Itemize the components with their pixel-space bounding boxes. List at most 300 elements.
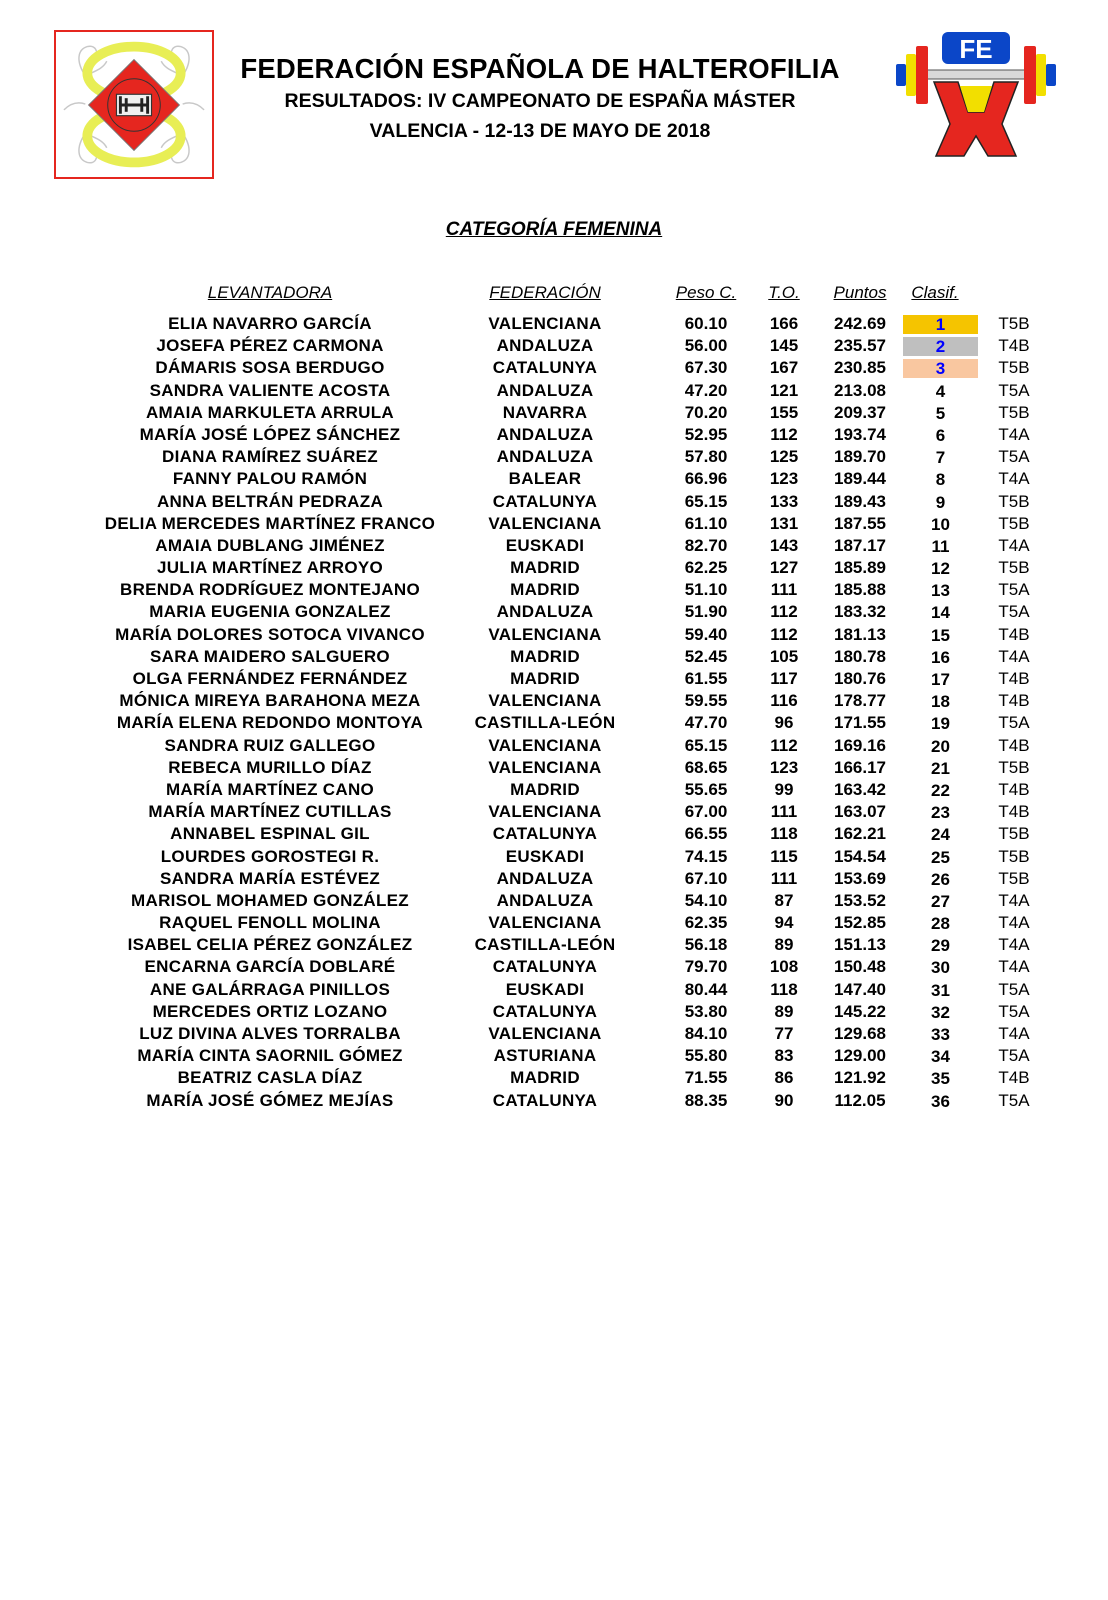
body-weight: 55.65 (684, 779, 728, 799)
weightlifter-emblem-icon (56, 32, 212, 177)
table-row (0, 735, 1108, 757)
table-row (0, 690, 1108, 712)
table-row (0, 424, 1108, 446)
age-category: T4B (998, 669, 1030, 688)
table-row (0, 956, 1108, 978)
athlete-name: DIANA RAMÍREZ SUÁREZ (162, 447, 378, 467)
athlete-name: ISABEL CELIA PÉREZ GONZÁLEZ (127, 935, 413, 955)
federation: VALENCIANA (488, 691, 602, 711)
table-row (0, 313, 1108, 335)
table-row (0, 402, 1108, 424)
rank: 17 (931, 670, 950, 689)
table-row (0, 846, 1108, 868)
athlete-name: BRENDA RODRÍGUEZ MONTEJANO (120, 580, 420, 600)
age-category: T5B (998, 558, 1030, 578)
medal-rank-badge: 2 (903, 337, 978, 356)
federation: VALENCIANA (488, 624, 602, 644)
points: 152.85 (834, 913, 886, 933)
body-weight: 71.55 (684, 1068, 728, 1088)
athlete-name: SANDRA RUIZ GALLEGO (164, 735, 376, 755)
rank: 32 (931, 1002, 950, 1022)
points: 112.05 (834, 1090, 886, 1110)
federation: CATALUNYA (492, 824, 598, 844)
age-category: T5A (998, 602, 1030, 622)
body-weight: 61.55 (684, 669, 728, 688)
results-subtitle: RESULTADOS: IV CAMPEONATO DE ESPAÑA MÁSTER (284, 90, 796, 112)
rank: 7 (935, 448, 946, 468)
age-category: T4B (998, 779, 1030, 799)
body-weight: 62.35 (684, 913, 728, 933)
athlete-name: LOURDES GOROSTEGI R. (160, 846, 380, 866)
age-category: T5B (998, 868, 1030, 888)
rank: 24 (931, 825, 950, 845)
athlete-name: AMAIA DUBLANG JIMÉNEZ (155, 535, 385, 555)
rank: 10 (931, 514, 950, 534)
federation: MADRID (510, 646, 580, 666)
table-row (0, 468, 1108, 490)
athlete-name: LUZ DIVINA ALVES TORRALBA (139, 1024, 401, 1043)
athlete-name: FANNY PALOU RAMÓN (172, 469, 368, 489)
olympic-total: 108 (769, 957, 799, 977)
federation: ANDALUZA (496, 890, 594, 910)
federation: VALENCIANA (488, 757, 602, 777)
body-weight: 56.00 (684, 336, 728, 356)
olympic-total: 118 (770, 979, 798, 999)
table-row (0, 801, 1108, 823)
olympic-total: 105 (769, 646, 799, 666)
federation-title: FEDERACIÓN ESPAÑOLA DE HALTEROFILIA (240, 53, 840, 84)
federation: EUSKADI (505, 979, 585, 999)
age-category: T4A (998, 646, 1030, 666)
athlete-name: MARÍA ELENA REDONDO MONTOYA (116, 713, 424, 733)
olympic-total: 118 (770, 824, 798, 844)
rank: 15 (931, 625, 950, 645)
points: 163.42 (834, 779, 886, 799)
rank: 29 (931, 936, 950, 956)
age-category: T5A (998, 447, 1030, 467)
olympic-total: 155 (769, 402, 799, 422)
federation: ANDALUZA (496, 424, 594, 444)
body-weight: 52.45 (684, 646, 728, 666)
federation: VALENCIANA (488, 513, 602, 533)
body-weight: 88.35 (684, 1090, 728, 1110)
athlete-name: DELIA MERCEDES MARTÍNEZ FRANCO (104, 513, 436, 533)
athlete-name: MÓNICA MIREYA BARAHONA MEZA (119, 691, 421, 711)
athlete-name: AMAIA MARKULETA ARRULA (145, 402, 395, 422)
table-row (0, 579, 1108, 601)
points: 213.08 (834, 380, 886, 400)
federation: CASTILLA-LEÓN (474, 935, 616, 955)
rank: 26 (931, 869, 950, 889)
points: 187.55 (834, 513, 886, 533)
rank: 34 (931, 1047, 950, 1067)
olympic-total: 94 (774, 913, 794, 933)
federation: ANDALUZA (496, 868, 594, 888)
table-row (0, 823, 1108, 845)
table-row (0, 1023, 1108, 1045)
table-row (0, 1001, 1108, 1023)
points: 230.85 (834, 358, 886, 378)
olympic-total: 99 (774, 779, 794, 799)
rank: 14 (931, 603, 950, 623)
body-weight: 70.20 (684, 402, 728, 422)
athlete-name: JOSEFA PÉREZ CARMONA (156, 336, 384, 356)
points: 242.69 (834, 314, 886, 333)
table-row (0, 1090, 1108, 1112)
column-header-weight: Peso C. (675, 283, 737, 302)
points: 129.68 (834, 1024, 886, 1043)
athlete-name: OLGA FERNÁNDEZ FERNÁNDEZ (132, 669, 408, 688)
athlete-name: ELIA NAVARRO GARCÍA (168, 314, 372, 333)
rank: 5 (935, 403, 946, 423)
athlete-name: SARA MAIDERO SALGUERO (150, 646, 390, 666)
body-weight: 47.70 (684, 713, 728, 733)
rank: 25 (931, 847, 950, 867)
body-weight: 62.25 (684, 558, 728, 578)
points: 153.52 (834, 890, 886, 910)
points: 193.74 (834, 424, 886, 444)
athlete-name: DÁMARIS SOSA BERDUGO (155, 358, 385, 378)
athlete-name: JULIA MARTÍNEZ ARROYO (156, 558, 384, 578)
table-row (0, 757, 1108, 779)
body-weight: 57.80 (684, 447, 728, 467)
age-category: T4A (998, 469, 1030, 489)
age-category: T4A (998, 424, 1030, 444)
body-weight: 51.10 (684, 580, 728, 600)
federation: MADRID (510, 580, 580, 600)
points: 181.13 (834, 624, 886, 644)
column-header-rank: Clasif. (911, 283, 959, 302)
barbell-lifter-icon (896, 32, 1056, 164)
rank: 22 (931, 780, 950, 800)
age-category: T5B (998, 358, 1030, 378)
rank: 9 (935, 492, 946, 512)
event-location-date: VALENCIA - 12-13 DE MAYO DE 2018 (369, 120, 711, 142)
table-row (0, 624, 1108, 646)
body-weight: 84.10 (684, 1024, 728, 1043)
body-weight: 68.65 (684, 757, 728, 777)
athlete-name: MARÍA MARTÍNEZ CUTILLAS (148, 802, 392, 822)
olympic-total: 89 (774, 935, 794, 955)
points: 185.89 (834, 558, 886, 578)
athlete-name: MARÍA CINTA SAORNIL GÓMEZ (137, 1046, 403, 1066)
federation: VALENCIANA (488, 913, 602, 933)
points: 187.17 (834, 535, 886, 555)
points: 235.57 (834, 336, 886, 356)
olympic-total: 111 (770, 868, 798, 888)
rank: 6 (935, 425, 946, 445)
table-row (0, 890, 1108, 912)
age-category: T4B (998, 691, 1030, 711)
rank: 16 (931, 647, 950, 667)
points: 180.78 (834, 646, 886, 666)
athlete-name: MARIA EUGENIA GONZALEZ (149, 602, 391, 622)
olympic-total: 123 (769, 469, 799, 489)
age-category: T4A (998, 1024, 1030, 1043)
body-weight: 67.00 (684, 802, 728, 822)
table-row (0, 557, 1108, 579)
olympic-total: 145 (769, 336, 799, 356)
federation: CATALUNYA (492, 957, 598, 977)
olympic-total: 123 (769, 757, 799, 777)
athlete-name: MARÍA MARTÍNEZ CANO (165, 779, 375, 799)
rank: 33 (931, 1025, 950, 1044)
olympic-total: 83 (774, 1046, 794, 1066)
athlete-name: RAQUEL FENOLL MOLINA (159, 913, 381, 933)
rank: 12 (931, 559, 950, 579)
olympic-total: 121 (769, 380, 799, 400)
points: 162.21 (834, 824, 886, 844)
olympic-total: 111 (770, 802, 798, 822)
olympic-total: 112 (770, 624, 798, 644)
federation: CATALUNYA (492, 491, 598, 511)
federation: VALENCIANA (488, 735, 602, 755)
points: 145.22 (834, 1001, 886, 1021)
federation: MADRID (510, 669, 580, 688)
table-row (0, 712, 1108, 734)
points: 209.37 (834, 402, 886, 422)
body-weight: 67.30 (684, 358, 728, 378)
age-category: T5B (998, 314, 1030, 333)
column-header-name: LEVANTADORA (207, 283, 333, 302)
federation: VALENCIANA (488, 1024, 602, 1043)
federation: NAVARRA (502, 402, 588, 422)
table-row (0, 380, 1108, 402)
points: 121.92 (834, 1068, 886, 1088)
points: 163.07 (834, 802, 886, 822)
rank: 23 (931, 803, 950, 823)
federation: ANDALUZA (496, 380, 594, 400)
olympic-total: 117 (770, 669, 798, 688)
points: 185.88 (834, 580, 886, 600)
federation: ANDALUZA (496, 336, 594, 356)
athlete-name: SANDRA MARÍA ESTÉVEZ (159, 868, 381, 888)
table-row (0, 668, 1108, 690)
federation: VALENCIANA (488, 314, 602, 333)
points: 189.70 (834, 447, 886, 467)
body-weight: 55.80 (684, 1046, 728, 1066)
olympic-total: 167 (769, 358, 799, 378)
athlete-name: ANNABEL ESPINAL GIL (170, 824, 370, 844)
age-category: T5A (998, 1001, 1030, 1021)
olympic-total: 87 (774, 890, 794, 910)
points: 150.48 (834, 957, 886, 977)
olympic-total: 111 (770, 580, 798, 600)
olympic-total: 125 (769, 447, 799, 467)
points: 180.76 (834, 669, 886, 688)
age-category: T4A (998, 535, 1030, 555)
olympic-total: 131 (769, 513, 799, 533)
age-category: T4B (998, 735, 1030, 755)
age-category: T4B (998, 1068, 1030, 1088)
athlete-name: ENCARNA GARCÍA DOBLARÉ (144, 957, 396, 977)
body-weight: 59.40 (684, 624, 728, 644)
age-category: T4B (998, 336, 1030, 356)
olympic-total: 133 (769, 491, 799, 511)
federation: CATALUNYA (492, 1001, 598, 1021)
table-row (0, 601, 1108, 623)
rank: 13 (931, 581, 950, 601)
olympic-total: 90 (774, 1090, 794, 1110)
table-row (0, 646, 1108, 668)
body-weight: 59.55 (684, 691, 728, 711)
age-category: T5B (998, 757, 1030, 777)
table-row (0, 1067, 1108, 1089)
table-row (0, 446, 1108, 468)
age-category: T5A (998, 580, 1030, 600)
table-row (0, 535, 1108, 557)
federation: MADRID (510, 779, 580, 799)
federation: VALENCIANA (488, 802, 602, 822)
rank: 8 (935, 470, 946, 490)
points: 147.40 (834, 979, 886, 999)
age-category: T5B (998, 824, 1030, 844)
table-row (0, 868, 1108, 890)
rank: 30 (931, 958, 950, 978)
olympic-total: 112 (770, 424, 798, 444)
table-row (0, 513, 1108, 535)
body-weight: 65.15 (684, 491, 728, 511)
rank: 11 (931, 536, 950, 556)
column-header-total: T.O. (768, 283, 800, 302)
body-weight: 53.80 (684, 1001, 728, 1021)
age-category: T4B (998, 624, 1030, 644)
table-row (0, 491, 1108, 513)
points: 151.13 (834, 935, 886, 955)
federation: CASTILLA-LEÓN (474, 713, 616, 733)
athlete-name: ANE GALÁRRAGA PINILLOS (149, 979, 391, 999)
age-category: T5B (998, 491, 1030, 511)
rank: 18 (931, 692, 950, 712)
olympic-total: 143 (769, 535, 799, 555)
athlete-name: MARÍA DOLORES SOTOCA VIVANCO (115, 624, 425, 644)
points: 171.55 (834, 713, 886, 733)
body-weight: 60.10 (684, 314, 728, 333)
age-category: T5A (998, 1090, 1030, 1110)
athlete-name: ANNA BELTRÁN PEDRAZA (156, 491, 384, 511)
rank: 4 (935, 381, 946, 401)
medal-rank-badge: 1 (903, 315, 978, 334)
athlete-name: MARÍA JOSÉ GÓMEZ MEJÍAS (146, 1090, 394, 1110)
rank: 27 (931, 891, 950, 911)
table-row (0, 979, 1108, 1001)
body-weight: 52.95 (684, 424, 728, 444)
points: 183.32 (834, 602, 886, 622)
fe-logo-text: FE (959, 34, 993, 64)
olympic-total: 112 (770, 602, 798, 622)
federation: ANDALUZA (496, 447, 594, 467)
table-row (0, 934, 1108, 956)
master-committee-logo (54, 30, 214, 179)
table-row (0, 1045, 1108, 1067)
federation: CATALUNYA (492, 1090, 598, 1110)
table-row (0, 779, 1108, 801)
points: 154.54 (834, 846, 886, 866)
olympic-total: 127 (769, 558, 799, 578)
rank: 31 (931, 980, 950, 1000)
rank: 19 (931, 714, 950, 734)
age-category: T4A (998, 957, 1030, 977)
age-category: T4A (998, 913, 1030, 933)
olympic-total: 166 (769, 314, 799, 333)
body-weight: 66.96 (684, 469, 728, 489)
olympic-total: 115 (770, 846, 798, 866)
athlete-name: BEATRIZ CASLA DÍAZ (177, 1068, 363, 1088)
rank: 20 (931, 736, 950, 756)
athlete-name: MARÍA JOSÉ LÓPEZ SÁNCHEZ (139, 424, 401, 444)
body-weight: 74.15 (684, 846, 728, 866)
points: 169.16 (834, 735, 886, 755)
points: 178.77 (834, 691, 886, 711)
medal-rank-badge: 3 (903, 359, 978, 378)
federation: BALEAR (508, 469, 582, 489)
athlete-name: MERCEDES ORTIZ LOZANO (152, 1001, 388, 1021)
age-category: T4A (998, 890, 1030, 910)
body-weight: 56.18 (684, 935, 728, 955)
age-category: T5B (998, 846, 1030, 866)
federation: EUSKADI (505, 846, 585, 866)
age-category: T5B (998, 513, 1030, 533)
points: 153.69 (834, 868, 886, 888)
age-category: T5A (998, 713, 1030, 733)
age-category: T5B (998, 402, 1030, 422)
rank: 21 (931, 758, 950, 778)
rank: 36 (931, 1091, 950, 1111)
rank: 35 (931, 1069, 950, 1089)
olympic-total: 77 (774, 1024, 794, 1043)
age-category: T5A (998, 1046, 1030, 1066)
body-weight: 61.10 (684, 513, 728, 533)
points: 189.44 (834, 469, 886, 489)
body-weight: 67.10 (684, 868, 728, 888)
age-category: T4B (998, 802, 1030, 822)
federation: ASTURIANA (493, 1046, 597, 1066)
body-weight: 65.15 (684, 735, 728, 755)
body-weight: 82.70 (684, 535, 728, 555)
results-table (0, 313, 1108, 1112)
body-weight: 79.70 (684, 957, 728, 977)
points: 189.43 (834, 491, 886, 511)
fe-logo (896, 32, 1056, 164)
table-row (0, 357, 1108, 379)
federation: MADRID (510, 1068, 580, 1088)
body-weight: 80.44 (684, 979, 728, 999)
table-row (0, 912, 1108, 934)
olympic-total: 89 (774, 1001, 794, 1021)
column-header-federation: FEDERACIÓN (489, 283, 601, 302)
olympic-total: 86 (774, 1068, 794, 1088)
points: 129.00 (834, 1046, 886, 1066)
federation: CATALUNYA (492, 358, 598, 378)
federation: MADRID (510, 558, 580, 578)
age-category: T4A (998, 935, 1030, 955)
points: 166.17 (834, 757, 886, 777)
column-header-points: Puntos (833, 283, 887, 302)
body-weight: 51.90 (684, 602, 728, 622)
federation: ANDALUZA (496, 602, 594, 622)
federation: EUSKADI (505, 535, 585, 555)
table-row (0, 335, 1108, 357)
athlete-name: SANDRA VALIENTE ACOSTA (149, 380, 391, 400)
athlete-name: REBECA MURILLO DÍAZ (168, 757, 372, 777)
olympic-total: 96 (774, 713, 794, 733)
category-title: CATEGORÍA FEMENINA (445, 219, 663, 240)
age-category: T5A (998, 380, 1030, 400)
rank: 28 (931, 914, 950, 934)
age-category: T5A (998, 979, 1030, 999)
olympic-total: 112 (770, 735, 798, 755)
body-weight: 66.55 (684, 824, 728, 844)
